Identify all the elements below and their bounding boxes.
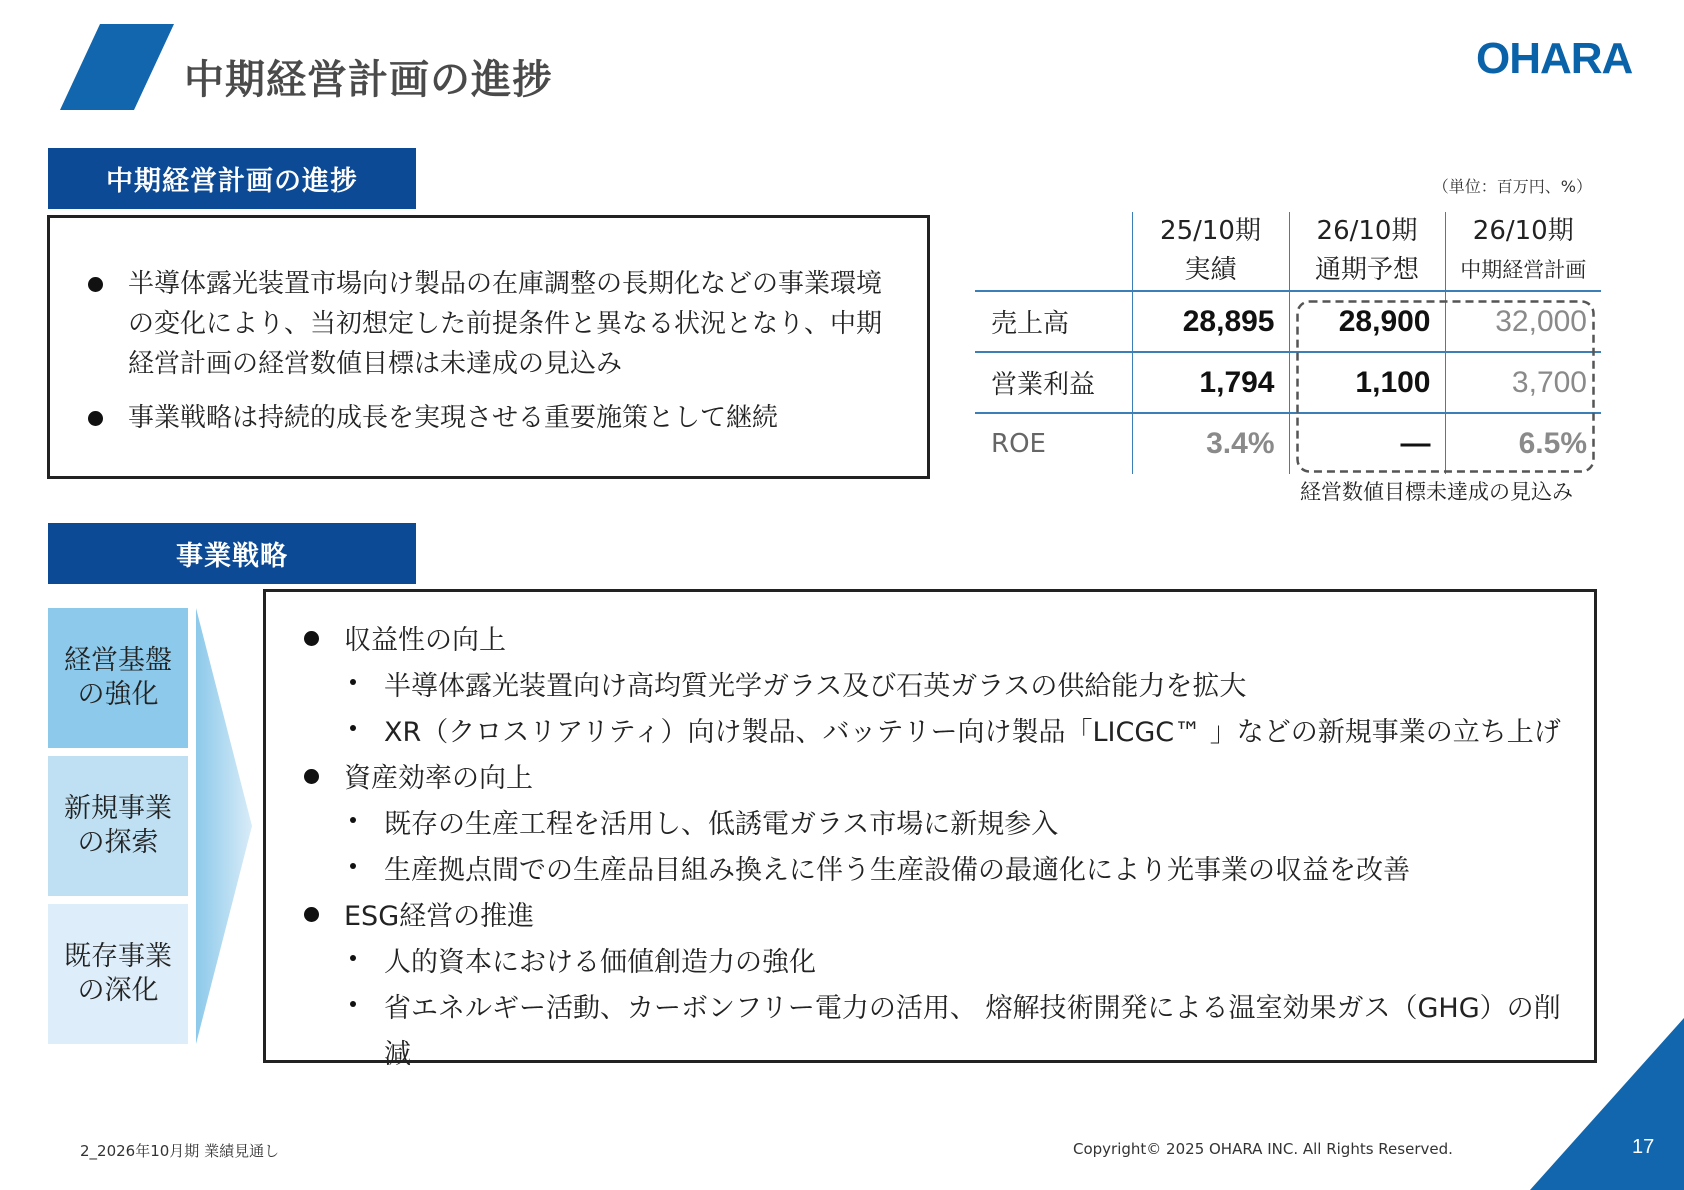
column-header: 26/10期 中期経営計画 <box>1445 212 1601 291</box>
cell-value: 1,100 <box>1289 352 1445 413</box>
footer-copyright: Copyright© 2025 OHARA INC. All Rights Reserved. <box>1073 1140 1453 1158</box>
strategy-subitem: 生産拠点間での生産品目組み換えに伴う生産設備の最適化により光事業の収益を改善 <box>384 848 1584 894</box>
cell-value: 28,895 <box>1132 291 1289 352</box>
pillar-arrow-icon <box>196 608 254 1044</box>
cell-value: 3,700 <box>1445 352 1601 413</box>
pillar-new-business: 新規事業 の探索 <box>48 756 188 896</box>
cell-value: 1,794 <box>1132 352 1289 413</box>
strategy-subitem: XR（クロスリアリティ）向け製品、バッテリー向け製品「LICGC™ 」などの新規事業の立ち上げ <box>384 710 1584 756</box>
cell-value: 32,000 <box>1445 291 1601 352</box>
strategy-subitem: 半導体露光装置向け高均質光学ガラス及び石英ガラスの供給能力を拡大 <box>384 664 1584 710</box>
strategy-detail-box <box>263 589 1597 1070</box>
corner-triangle-decoration <box>1530 1018 1684 1190</box>
pillar-existing-business: 既存事業 の深化 <box>48 904 188 1044</box>
strategy-subitem: 既存の生産工程を活用し、低誘電ガラス市場に新規参入 <box>384 802 1584 848</box>
header-slash-decoration <box>60 24 174 110</box>
progress-summary-box <box>47 215 930 479</box>
target-miss-note: 経営数値目標未達成の見込み <box>1300 480 1573 504</box>
column-header: 25/10期 実績 <box>1132 212 1289 291</box>
strategy-subitem: 省エネルギー活動、カーボンフリー電力の活用、 熔解技術開発による温室効果ガス（GHG）の削減 <box>384 986 1584 1078</box>
progress-bullet: 事業戦略は持続的成長を実現させる重要施策として継続 <box>128 398 898 438</box>
company-logo <box>1476 34 1632 84</box>
unit-note: （単位：百万円、%） <box>1432 177 1592 196</box>
table-header-row <box>975 212 1601 291</box>
page-title: 中期経営計画の進捗 <box>184 57 553 103</box>
row-label: ROE <box>975 413 1132 474</box>
cell-value: 28,900 <box>1289 291 1445 352</box>
row-label: 営業利益 <box>975 352 1132 413</box>
strategy-item: 資産効率の向上 既存の生産工程を活用し、低誘電ガラス市場に新規参入 生産拠点間での生産品目組み換えに伴う生産設備の最適化により光事業の収益を改善 <box>344 756 1584 894</box>
page-number: 17 <box>1632 1136 1655 1158</box>
strategy-subitem: 人的資本における価値創造力の強化 <box>384 940 1584 986</box>
table-corner <box>975 212 1132 291</box>
progress-bullet: 半導体露光装置市場向け製品の在庫調整の長期化などの事業環境の変化により、当初想定した前提条件と異なる状況となり、中期経営計画の経営数値目標は未達成の見込み <box>128 264 898 384</box>
cell-value: 6.5% <box>1445 413 1601 474</box>
forecast-highlight-dashed-box <box>1296 300 1596 474</box>
strategy-section-heading: 事業戦略 <box>48 523 416 584</box>
column-header: 26/10期 通期予想 <box>1289 212 1445 291</box>
row-label: 売上高 <box>975 291 1132 352</box>
strategy-item: 収益性の向上 半導体露光装置向け高均質光学ガラス及び石英ガラスの供給能力を拡大 XR（クロスリアリティ）向け製品、バッテリー向け製品「LICGC™ 」などの新規事業の立ち上げ <box>344 618 1584 756</box>
strategy-list <box>344 618 1584 1078</box>
progress-section-heading: 中期経営計画の進捗 <box>48 148 416 209</box>
progress-bullet-list <box>128 264 898 438</box>
pillar-management-foundation: 経営基盤 の強化 <box>48 608 188 748</box>
logo-text: OHARA <box>1476 34 1633 83</box>
strategy-item: ESG経営の推進 人的資本における価値創造力の強化 省エネルギー活動、カーボンフリー電力の活用、 熔解技術開発による温室効果ガス（GHG）の削減 <box>344 894 1584 1078</box>
cell-value: 3.4% <box>1132 413 1289 474</box>
footer-doc-label: 2_2026年10月期 業績見通し <box>80 1142 280 1160</box>
cell-value: — <box>1289 413 1445 474</box>
